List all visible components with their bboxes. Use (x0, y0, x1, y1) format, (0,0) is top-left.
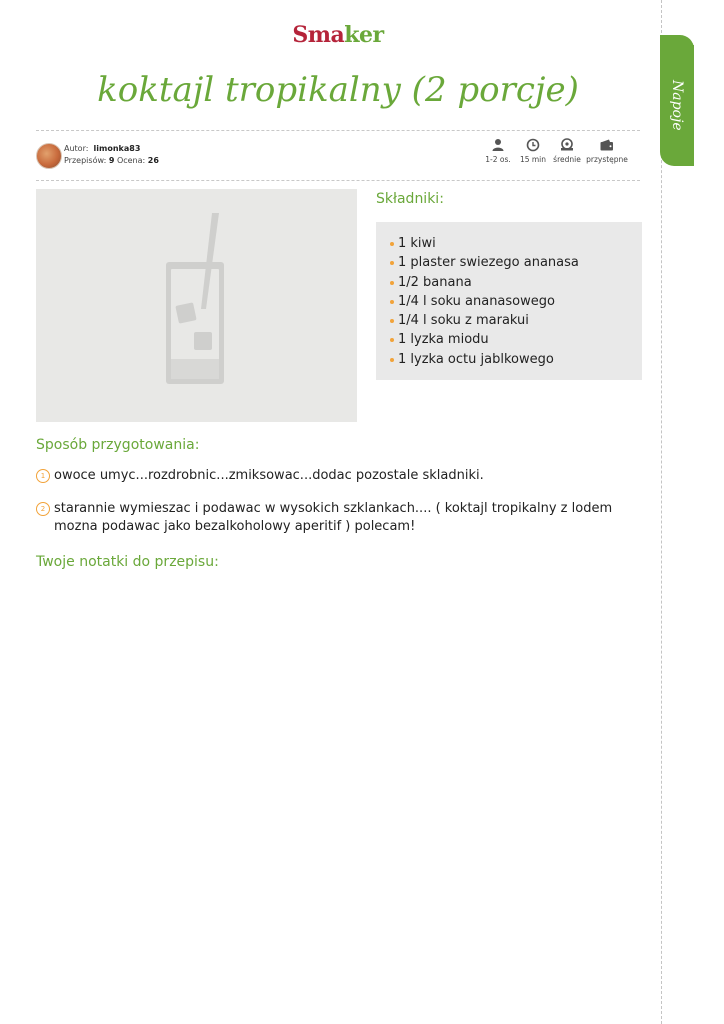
divider-top (36, 130, 640, 131)
ingredient-item: 1/2 banana (390, 273, 642, 292)
step-text: starannie wymieszac i podawac w wysokich szklankach.... ( koktajl tropikalny z lodem mozna podawac jako bezalkoholowy aperitif ) polecam! (54, 501, 613, 534)
bullet-icon (390, 338, 394, 342)
ingredient-item: 1 plaster swiezego ananasa (390, 253, 642, 272)
logo-text-part1: Sma (292, 22, 345, 48)
rating-value: 26 (147, 156, 159, 165)
author-name[interactable]: limonka83 (93, 144, 141, 153)
step-number: 2 (36, 502, 50, 516)
stat-cost (580, 138, 634, 164)
category-label: Napoje (669, 80, 685, 131)
wallet-icon (599, 138, 615, 152)
stat-difficulty-label: średnie (553, 155, 581, 164)
person-icon (491, 138, 505, 152)
author-label: Autor: (64, 144, 89, 153)
author-info (64, 143, 159, 167)
preparation-heading: Sposób przygotowania: (36, 437, 200, 453)
chef-hat-icon (559, 138, 575, 152)
ingredient-item: 1/4 l soku z marakui (390, 311, 642, 330)
step-text: owoce umyc...rozdrobnic...zmiksowac...dodac pozostale skladniki. (54, 468, 484, 483)
ingredient-item: 1 lyzka miodu (390, 330, 642, 349)
ingredient-item: 1 lyzka octu jablkowego (390, 350, 642, 369)
logo-text-part2: ker (344, 22, 384, 48)
bullet-icon (390, 281, 394, 285)
rating-label: Ocena: (116, 156, 146, 165)
bullet-icon (390, 261, 394, 265)
ingredients-list (376, 222, 642, 369)
recipe-photo-placeholder (36, 189, 357, 422)
step-number: 1 (36, 469, 50, 483)
recipes-label: Przepisów: (64, 156, 107, 165)
stat-servings-label: 1-2 os. (485, 155, 511, 164)
preparation-step (36, 467, 636, 485)
bullet-icon (390, 358, 394, 362)
bullet-icon (390, 319, 394, 323)
stat-time-label: 15 min (519, 155, 547, 164)
ingredient-item: 1 kiwi (390, 234, 642, 253)
divider-bottom (36, 180, 640, 181)
recipe-title: koktajl tropikalny (2 porcje) (97, 70, 579, 110)
ingredients-box (376, 222, 642, 380)
ingredients-heading: Składniki: (376, 191, 444, 207)
smaker-logo (0, 22, 676, 48)
clock-icon (526, 138, 540, 152)
bullet-icon (390, 242, 394, 246)
ingredient-item: 1/4 l soku ananasowego (390, 292, 642, 311)
stat-cost-label: przystępne (586, 155, 628, 164)
recipes-count: 9 (108, 156, 115, 165)
drink-glass-icon (36, 189, 357, 422)
author-avatar (36, 143, 62, 169)
preparation-step (36, 500, 636, 536)
notes-heading: Twoje notatki do przepisu: (36, 554, 219, 570)
bullet-icon (390, 300, 394, 304)
